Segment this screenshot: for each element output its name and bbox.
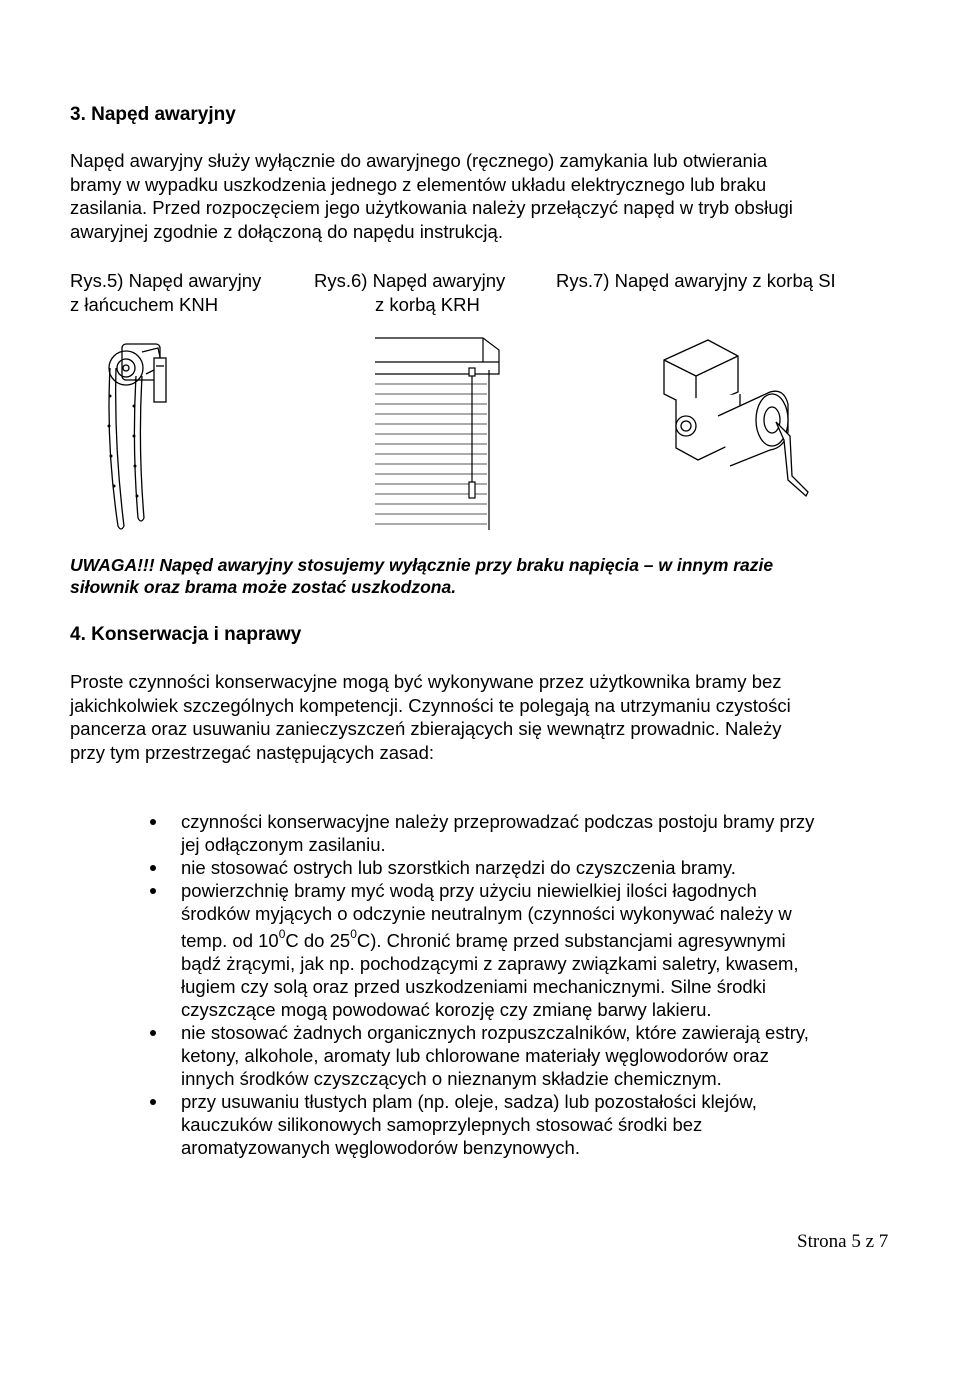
crank-shutter-illustration xyxy=(373,334,509,532)
chain-drive-illustration xyxy=(96,336,186,534)
figure-7-caption xyxy=(556,269,836,293)
list-item-line: kauczuków silikonowych samoprzylepnych stosować środki bez xyxy=(181,1114,703,1136)
caption-line: Rys.7) Napęd awaryjny z korbą SI xyxy=(556,270,836,291)
bullet-icon xyxy=(150,1099,156,1105)
figure-6-caption xyxy=(314,269,505,316)
list-item xyxy=(148,1021,908,1090)
list-item-line: powierzchnię bramy myć wodą przy użyciu niewielkiej ilości łagodnych xyxy=(181,880,757,901)
list-item-line: ługiem czy solą oraz przed uszkodzeniami mechanicznymi. Silne środki xyxy=(181,976,767,998)
temperature-line: temp. od $10^0C$ do $25^0C$). Chronić bramę przed substancjami agresywnymi xyxy=(181,927,786,952)
section-3-heading: 3. Napęd awaryjny xyxy=(70,104,236,125)
paragraph-line: zasilania. Przed rozpoczęciem jego użytkowania należy przełączyć napęd w tryb obsługi xyxy=(70,197,793,218)
paragraph-line: Napęd awaryjny służy wyłącznie do awaryjnego (ręcznego) zamykania lub otwierania xyxy=(70,150,768,171)
list-item-line: ketony, alkohole, aromaty lub chlorowane materiały węglowodorów oraz xyxy=(181,1045,769,1067)
list-item xyxy=(148,810,908,856)
warning-line: UWAGA!!! Napęd awaryjny stosujemy wyłącznie przy braku napięcia – w innym razie xyxy=(70,555,774,575)
section-3-paragraph xyxy=(70,149,793,243)
caption-line: z korbą KRH xyxy=(375,293,480,315)
list-item-line: bądź żrącymi, jak np. pochodzącymi z zaprawy związkami saletry, kwasem, xyxy=(181,953,799,975)
motor-crank-illustration xyxy=(660,336,820,504)
list-item-line: aromatyzowanych węglowodorów benzynowych. xyxy=(181,1137,580,1159)
bullet-icon xyxy=(150,1030,156,1036)
list-item xyxy=(148,1090,908,1159)
caption-line: Rys.5) Napęd awaryjny xyxy=(70,270,262,291)
list-item-line: nie stosować ostrych lub szorstkich narzędzi do czyszczenia bramy. xyxy=(181,857,736,878)
list-item-line: nie stosować żadnych organicznych rozpuszczalników, które zawierają estry, xyxy=(181,1022,809,1044)
bullet-icon xyxy=(150,888,156,894)
list-item-line: innych środków czyszczących o nieznanym składzie chemicznym. xyxy=(181,1068,722,1090)
paragraph-line: jakichkolwiek szczególnych kompetencji. Czynności te polegają na utrzymaniu czystości xyxy=(70,694,791,716)
caption-line: z łańcuchem KNH xyxy=(70,293,219,315)
paragraph-line: awaryjnej zgodnie z dołączoną do napędu instrukcją. xyxy=(70,220,503,242)
warning-notice xyxy=(70,555,773,598)
paragraph-line: przy tym przestrzegać następujących zasad: xyxy=(70,741,434,763)
list-item-line: czyszczące mogą powodować korozję czy zmianę barwy lakieru. xyxy=(181,999,712,1021)
list-item-line: jej odłączonym zasilaniu. xyxy=(181,834,386,855)
list-item-line: środków myjących o odczynie neutralnym (czynności wykonywać należy w xyxy=(181,903,792,924)
paragraph-line: bramy w wypadku uszkodzenia jednego z elementów układu elektrycznego lub braku xyxy=(70,173,767,195)
list-item xyxy=(148,856,908,879)
list-item-line: przy usuwaniu tłustych plam (np. oleje, sadza) lub pozostałości klejów, xyxy=(181,1091,757,1113)
section-4-paragraph xyxy=(70,670,791,764)
section-4-heading: 4. Konserwacja i naprawy xyxy=(70,624,302,645)
figure-5-caption xyxy=(70,269,261,316)
warning-line: siłownik oraz brama może zostać uszkodzona. xyxy=(70,576,457,597)
bullet-icon xyxy=(150,865,156,871)
caption-line: Rys.6) Napęd awaryjny xyxy=(314,270,506,291)
bullet-icon xyxy=(150,819,156,825)
paragraph-line: Proste czynności konserwacyjne mogą być wykonywane przez użytkownika bramy bez xyxy=(70,671,782,692)
page-number: Strona 5 z 7 xyxy=(797,1231,889,1252)
paragraph-line: pancerza oraz usuwaniu zanieczyszczeń zbierających się wewnątrz prowadnic. Należy xyxy=(70,718,782,739)
list-item xyxy=(148,879,908,1021)
list-item-line: czynności konserwacyjne należy przeprowadzać podczas postoju bramy przy xyxy=(181,811,815,832)
maintenance-rules-list xyxy=(148,810,908,1159)
